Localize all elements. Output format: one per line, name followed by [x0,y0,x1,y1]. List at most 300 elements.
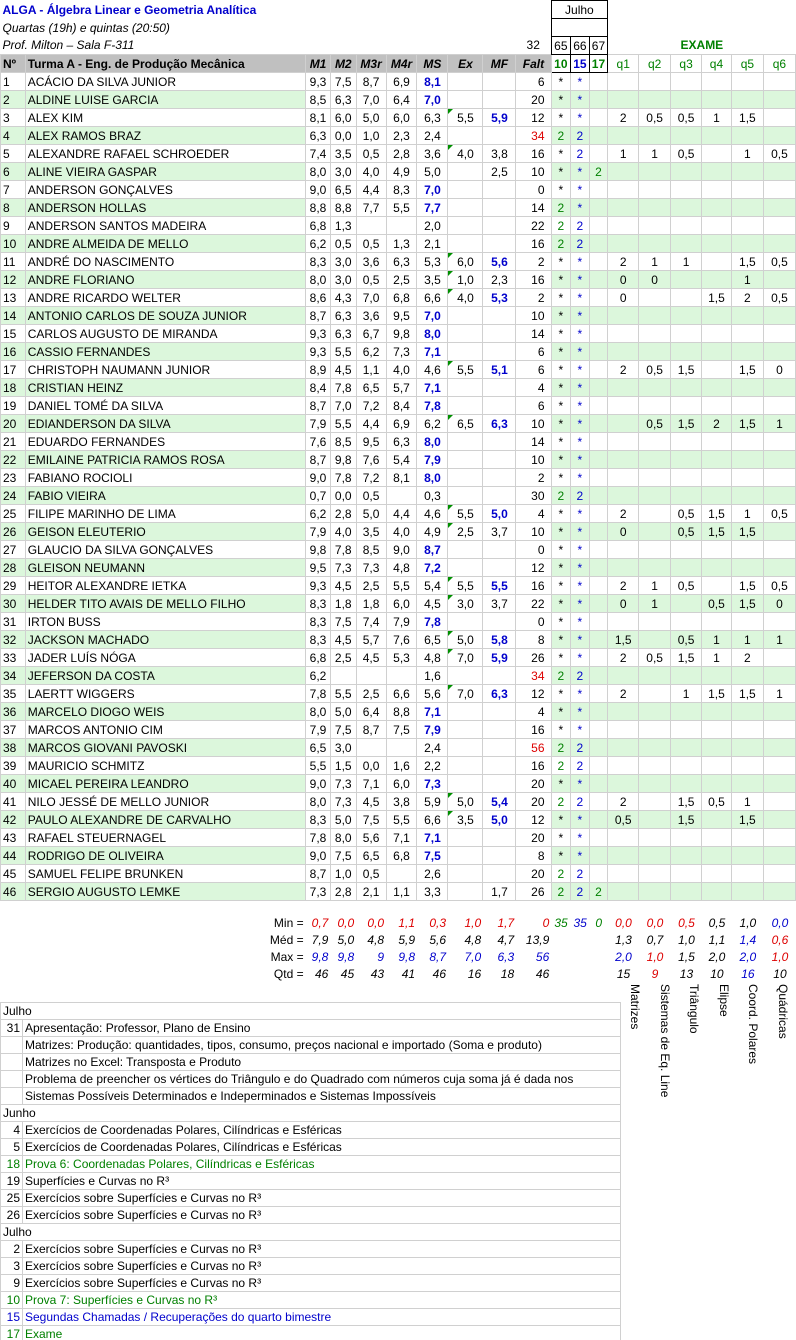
cell-num[interactable]: 23 [1,469,26,487]
cell-q3[interactable]: 1 [671,253,702,271]
cell-m2[interactable]: 7,8 [330,379,356,397]
cell-m3r[interactable]: 9,5 [356,433,386,451]
cell-q6[interactable] [763,721,795,739]
cell-c10[interactable]: * [551,541,571,559]
cell-c15[interactable]: * [571,721,590,739]
cell-ex[interactable] [448,379,483,397]
cell-m2[interactable]: 7,5 [330,847,356,865]
cell-m3r[interactable]: 4,5 [356,793,386,811]
col-m3r[interactable]: M3r [356,55,386,73]
cell-q2[interactable] [639,523,671,541]
cell-m1[interactable]: 7,9 [306,415,331,433]
cell-m3r[interactable]: 7,1 [356,775,386,793]
cell-q6[interactable] [763,127,795,145]
cell-ex[interactable] [448,91,483,109]
cell-m1[interactable]: 9,0 [306,775,331,793]
cell-m4r[interactable]: 5,4 [386,451,417,469]
cell-q4[interactable] [702,757,732,775]
cell-mf[interactable]: 3,7 [483,523,516,541]
cell-q1[interactable] [608,343,639,361]
cell-c15[interactable]: 2 [571,865,590,883]
cell-m1[interactable]: 6,2 [306,505,331,523]
cell-q4[interactable] [702,721,732,739]
cell-m3r[interactable]: 7,4 [356,613,386,631]
cell-falt[interactable]: 20 [516,91,551,109]
cell-q6[interactable] [763,649,795,667]
cell-num[interactable]: 37 [1,721,26,739]
cell-q6[interactable]: 0,5 [763,253,795,271]
cell-c10[interactable]: * [551,253,571,271]
cell-name[interactable]: EDUARDO FERNANDES [25,433,305,451]
col-num[interactable]: Nº [1,55,26,73]
cell-m3r[interactable]: 5,0 [356,109,386,127]
cell-q1[interactable] [608,559,639,577]
cell-ex[interactable] [448,73,483,91]
cell-c17[interactable] [589,757,608,775]
cell-q5[interactable]: 1 [731,505,763,523]
cell-q6[interactable] [763,487,795,505]
cell-q2[interactable] [639,793,671,811]
cell-q4[interactable] [702,217,732,235]
col-q5[interactable]: q5 [731,55,763,73]
cell-q2[interactable] [639,91,671,109]
cell-q2[interactable] [639,847,671,865]
cell-q3[interactable] [671,181,702,199]
cell-c15[interactable]: * [571,577,590,595]
cell-m4r[interactable] [386,217,417,235]
cell-mf[interactable] [483,307,516,325]
cell-c15[interactable]: * [571,847,590,865]
cell-q4[interactable] [702,325,732,343]
cell-m4r[interactable]: 2,5 [386,271,417,289]
cell-q4[interactable] [702,847,732,865]
cell-c10[interactable]: * [551,433,571,451]
cell-falt[interactable]: 10 [516,163,551,181]
cell-c17[interactable] [589,361,608,379]
cell-q4[interactable] [702,541,732,559]
cell-m1[interactable]: 8,0 [306,793,331,811]
cell-q5[interactable]: 2 [731,649,763,667]
cell-q1[interactable] [608,199,639,217]
cell-c17[interactable] [589,199,608,217]
cell-q3[interactable] [671,865,702,883]
cell-q1[interactable]: 0 [608,595,639,613]
cell-q3[interactable] [671,91,702,109]
cell-q1[interactable]: 0 [608,271,639,289]
cell-m1[interactable]: 7,9 [306,721,331,739]
cell-m3r[interactable]: 0,5 [356,271,386,289]
cell-m4r[interactable]: 6,9 [386,73,417,91]
col-q4[interactable]: q4 [702,55,732,73]
cell-q4[interactable] [702,811,732,829]
cell-c10[interactable]: * [551,721,571,739]
cell-q6[interactable] [763,379,795,397]
cell-m4r[interactable]: 6,0 [386,595,417,613]
cell-q6[interactable]: 0,5 [763,577,795,595]
cell-c17[interactable] [589,631,608,649]
cell-q6[interactable] [763,91,795,109]
cell-falt[interactable]: 8 [516,631,551,649]
cell-m4r[interactable]: 6,9 [386,415,417,433]
cell-name[interactable]: GEISON ELEUTERIO [25,523,305,541]
cell-q5[interactable] [731,163,763,181]
cell-m2[interactable]: 2,5 [330,649,356,667]
cell-q3[interactable] [671,307,702,325]
cell-q5[interactable]: 1,5 [731,109,763,127]
cell-c10[interactable]: * [551,109,571,127]
cell-m2[interactable]: 6,5 [330,181,356,199]
cell-q4[interactable]: 1 [702,631,732,649]
cell-falt[interactable]: 14 [516,199,551,217]
cell-q1[interactable] [608,469,639,487]
cell-falt[interactable]: 6 [516,73,551,91]
cell-q4[interactable] [702,559,732,577]
cell-q4[interactable]: 2 [702,415,732,433]
cell-c10[interactable]: * [551,91,571,109]
cell-m1[interactable]: 9,8 [306,541,331,559]
cell-m1[interactable]: 7,8 [306,685,331,703]
cell-c17[interactable] [589,811,608,829]
cell-c10[interactable]: 2 [551,883,571,901]
cell-q4[interactable] [702,397,732,415]
cell-c10[interactable]: 2 [551,667,571,685]
cell-q2[interactable] [639,613,671,631]
cell-c17[interactable] [589,235,608,253]
cell-num[interactable]: 40 [1,775,26,793]
cell-mf[interactable] [483,379,516,397]
cell-m4r[interactable]: 9,0 [386,541,417,559]
cell-m3r[interactable]: 4,4 [356,415,386,433]
cell-c17[interactable]: 2 [589,883,608,901]
cell-name[interactable]: JEFERSON DA COSTA [25,667,305,685]
cell-name[interactable]: ANDRÉ DO NASCIMENTO [25,253,305,271]
cell-m3r[interactable]: 3,5 [356,523,386,541]
cell-q2[interactable] [639,721,671,739]
cell-q2[interactable] [639,559,671,577]
cell-c15[interactable]: * [571,451,590,469]
cell-q2[interactable] [639,235,671,253]
cell-c10[interactable]: * [551,343,571,361]
cell-c17[interactable] [589,469,608,487]
cell-ms[interactable]: 7,0 [417,307,448,325]
cell-c10[interactable]: * [551,523,571,541]
cell-mf[interactable]: 5,3 [483,289,516,307]
cell-ms[interactable]: 2,0 [417,217,448,235]
cell-q4[interactable]: 1,5 [702,505,732,523]
cell-c10[interactable]: 2 [551,739,571,757]
cell-c15[interactable]: * [571,595,590,613]
cell-q5[interactable] [731,325,763,343]
cell-mf[interactable] [483,91,516,109]
cell-q3[interactable] [671,703,702,721]
cell-m2[interactable]: 1,8 [330,595,356,613]
cell-ex[interactable] [448,865,483,883]
cell-q6[interactable] [763,613,795,631]
cell-ms[interactable]: 7,1 [417,703,448,721]
cell-ex[interactable] [448,163,483,181]
cell-ms[interactable]: 7,9 [417,721,448,739]
cell-falt[interactable]: 20 [516,793,551,811]
cell-ms[interactable]: 3,5 [417,271,448,289]
cell-c17[interactable] [589,649,608,667]
cell-c10[interactable]: * [551,181,571,199]
cell-q1[interactable] [608,883,639,901]
cell-c15[interactable]: 2 [571,883,590,901]
cell-falt[interactable]: 2 [516,253,551,271]
cell-c10[interactable]: * [551,289,571,307]
cell-c10[interactable]: * [551,649,571,667]
cell-ex[interactable] [448,703,483,721]
cell-q3[interactable] [671,559,702,577]
col-name[interactable]: Turma A - Eng. de Produção Mecânica [25,55,305,73]
cell-q2[interactable] [639,127,671,145]
cell-falt[interactable]: 6 [516,397,551,415]
cell-q1[interactable] [608,127,639,145]
cell-q6[interactable] [763,829,795,847]
cell-q2[interactable] [639,757,671,775]
cell-ms[interactable]: 8,0 [417,433,448,451]
cell-falt[interactable]: 14 [516,433,551,451]
cell-m4r[interactable]: 6,3 [386,253,417,271]
cell-q5[interactable] [731,73,763,91]
cell-ms[interactable]: 4,5 [417,595,448,613]
cell-q2[interactable] [639,199,671,217]
cell-mf[interactable]: 5,8 [483,631,516,649]
cell-ex[interactable]: 2,5 [448,523,483,541]
cell-c17[interactable] [589,541,608,559]
col-15[interactable]: 15 [571,55,590,73]
cell-q3[interactable]: 1,5 [671,793,702,811]
cell-num[interactable]: 33 [1,649,26,667]
cell-q1[interactable] [608,487,639,505]
cell-ex[interactable] [448,469,483,487]
cell-q2[interactable] [639,379,671,397]
cell-m1[interactable]: 6,8 [306,217,331,235]
cell-name[interactable]: MARCELO DIOGO WEIS [25,703,305,721]
cell-ms[interactable]: 2,4 [417,739,448,757]
cell-c17[interactable] [589,217,608,235]
cell-m3r[interactable]: 7,0 [356,91,386,109]
cell-c10[interactable]: * [551,379,571,397]
cell-c15[interactable]: * [571,307,590,325]
cell-m4r[interactable]: 4,4 [386,505,417,523]
cell-m2[interactable]: 6,0 [330,109,356,127]
cell-q4[interactable]: 0,5 [702,595,732,613]
cell-mf[interactable] [483,775,516,793]
cell-q1[interactable]: 2 [608,577,639,595]
cell-q1[interactable] [608,397,639,415]
cell-num[interactable]: 17 [1,361,26,379]
cell-ex[interactable] [448,343,483,361]
cell-num[interactable]: 1 [1,73,26,91]
cell-q4[interactable] [702,199,732,217]
cell-ms[interactable]: 7,5 [417,847,448,865]
cell-m3r[interactable]: 6,2 [356,343,386,361]
cell-q2[interactable] [639,541,671,559]
cell-c15[interactable]: * [571,343,590,361]
cell-name[interactable]: GLEISON NEUMANN [25,559,305,577]
col-q6[interactable]: q6 [763,55,795,73]
cell-m4r[interactable]: 8,4 [386,397,417,415]
cell-q5[interactable]: 1 [731,271,763,289]
cell-q4[interactable] [702,703,732,721]
cell-mf[interactable] [483,721,516,739]
cell-c15[interactable]: * [571,649,590,667]
cell-q1[interactable]: 2 [608,109,639,127]
cell-c10[interactable]: * [551,559,571,577]
cell-falt[interactable]: 22 [516,595,551,613]
cell-ex[interactable]: 6,0 [448,253,483,271]
cell-ms[interactable]: 7,7 [417,199,448,217]
cell-m2[interactable]: 6,3 [330,325,356,343]
cell-m1[interactable]: 8,7 [306,397,331,415]
cell-num[interactable]: 42 [1,811,26,829]
cell-c15[interactable]: * [571,433,590,451]
cell-q6[interactable] [763,775,795,793]
cell-q6[interactable] [763,163,795,181]
cell-ex[interactable]: 7,0 [448,649,483,667]
cell-q2[interactable] [639,433,671,451]
cell-q1[interactable] [608,757,639,775]
cell-q5[interactable] [731,883,763,901]
cell-c10[interactable]: * [551,73,571,91]
cell-q5[interactable] [731,235,763,253]
cell-falt[interactable]: 10 [516,451,551,469]
cell-q6[interactable] [763,739,795,757]
cell-m2[interactable]: 5,0 [330,703,356,721]
cell-name[interactable]: ANTONIO CARLOS DE SOUZA JUNIOR [25,307,305,325]
cell-q1[interactable] [608,235,639,253]
cell-falt[interactable]: 4 [516,379,551,397]
cell-falt[interactable]: 16 [516,271,551,289]
cell-num[interactable]: 20 [1,415,26,433]
cell-m4r[interactable]: 6,8 [386,847,417,865]
cell-q4[interactable]: 0,5 [702,793,732,811]
cell-mf[interactable] [483,235,516,253]
cell-m1[interactable]: 8,3 [306,595,331,613]
cell-c10[interactable]: * [551,307,571,325]
cell-q1[interactable]: 1,5 [608,631,639,649]
cell-q3[interactable]: 0,5 [671,505,702,523]
cell-m2[interactable]: 3,0 [330,253,356,271]
cell-c17[interactable] [589,703,608,721]
cell-mf[interactable]: 2,3 [483,271,516,289]
cell-q1[interactable] [608,379,639,397]
cell-q4[interactable] [702,883,732,901]
cell-name[interactable]: SAMUEL FELIPE BRUNKEN [25,865,305,883]
cell-q2[interactable] [639,217,671,235]
cell-m2[interactable]: 2,8 [330,505,356,523]
cell-q1[interactable] [608,721,639,739]
col-falt[interactable]: Falt [516,55,551,73]
cell-q3[interactable]: 0,5 [671,631,702,649]
cell-q5[interactable] [731,775,763,793]
cell-m4r[interactable]: 4,9 [386,163,417,181]
cell-m1[interactable]: 8,0 [306,703,331,721]
cell-q6[interactable] [763,199,795,217]
cell-falt[interactable]: 4 [516,703,551,721]
cell-ex[interactable] [448,541,483,559]
cell-num[interactable]: 44 [1,847,26,865]
cell-ex[interactable] [448,127,483,145]
cell-m4r[interactable]: 1,6 [386,757,417,775]
cell-m1[interactable]: 6,3 [306,127,331,145]
cell-q4[interactable]: 1 [702,649,732,667]
cell-m2[interactable]: 7,5 [330,613,356,631]
cell-q5[interactable]: 1,5 [731,685,763,703]
cell-q6[interactable] [763,559,795,577]
cell-m3r[interactable]: 7,6 [356,451,386,469]
cell-c17[interactable] [589,865,608,883]
cell-c10[interactable]: * [551,505,571,523]
cell-falt[interactable]: 26 [516,883,551,901]
cell-m3r[interactable]: 3,6 [356,253,386,271]
cell-q2[interactable] [639,163,671,181]
cell-m3r[interactable]: 2,5 [356,577,386,595]
cell-c17[interactable] [589,739,608,757]
cell-ex[interactable] [448,847,483,865]
cell-c17[interactable] [589,145,608,163]
cell-q4[interactable] [702,127,732,145]
cell-c15[interactable]: 2 [571,757,590,775]
cell-m2[interactable]: 6,3 [330,307,356,325]
cell-m2[interactable]: 1,0 [330,865,356,883]
cell-mf[interactable] [483,199,516,217]
cell-q6[interactable] [763,325,795,343]
cell-q3[interactable]: 1 [671,685,702,703]
cell-m1[interactable]: 8,9 [306,361,331,379]
cell-m1[interactable]: 8,7 [306,865,331,883]
cell-falt[interactable]: 16 [516,577,551,595]
cell-m2[interactable]: 3,0 [330,163,356,181]
cell-mf[interactable]: 1,7 [483,883,516,901]
cell-c17[interactable] [589,829,608,847]
cell-c15[interactable]: * [571,271,590,289]
cell-falt[interactable]: 20 [516,865,551,883]
cell-mf[interactable] [483,487,516,505]
cell-m1[interactable]: 7,8 [306,829,331,847]
cell-m1[interactable]: 7,9 [306,523,331,541]
cell-m2[interactable]: 7,5 [330,73,356,91]
cell-q6[interactable] [763,109,795,127]
cell-q5[interactable]: 1,5 [731,523,763,541]
cell-num[interactable]: 13 [1,289,26,307]
cell-m4r[interactable] [386,739,417,757]
cell-c15[interactable]: 2 [571,793,590,811]
cell-m3r[interactable]: 7,5 [356,811,386,829]
cell-mf[interactable] [483,397,516,415]
cell-c17[interactable] [589,505,608,523]
cell-m2[interactable]: 3,0 [330,271,356,289]
cell-m2[interactable]: 7,8 [330,469,356,487]
cell-q2[interactable] [639,289,671,307]
cell-m1[interactable]: 9,0 [306,181,331,199]
cell-q5[interactable] [731,433,763,451]
cell-falt[interactable]: 14 [516,325,551,343]
cell-mf[interactable] [483,865,516,883]
cell-q2[interactable] [639,865,671,883]
cell-falt[interactable]: 16 [516,721,551,739]
cell-num[interactable]: 38 [1,739,26,757]
cell-m3r[interactable] [356,667,386,685]
cell-m1[interactable]: 5,5 [306,757,331,775]
cell-mf[interactable] [483,667,516,685]
cell-c17[interactable] [589,289,608,307]
cell-name[interactable]: ACÁCIO DA SILVA JUNIOR [25,73,305,91]
cell-q3[interactable] [671,541,702,559]
cell-falt[interactable]: 4 [516,505,551,523]
cell-mf[interactable] [483,829,516,847]
